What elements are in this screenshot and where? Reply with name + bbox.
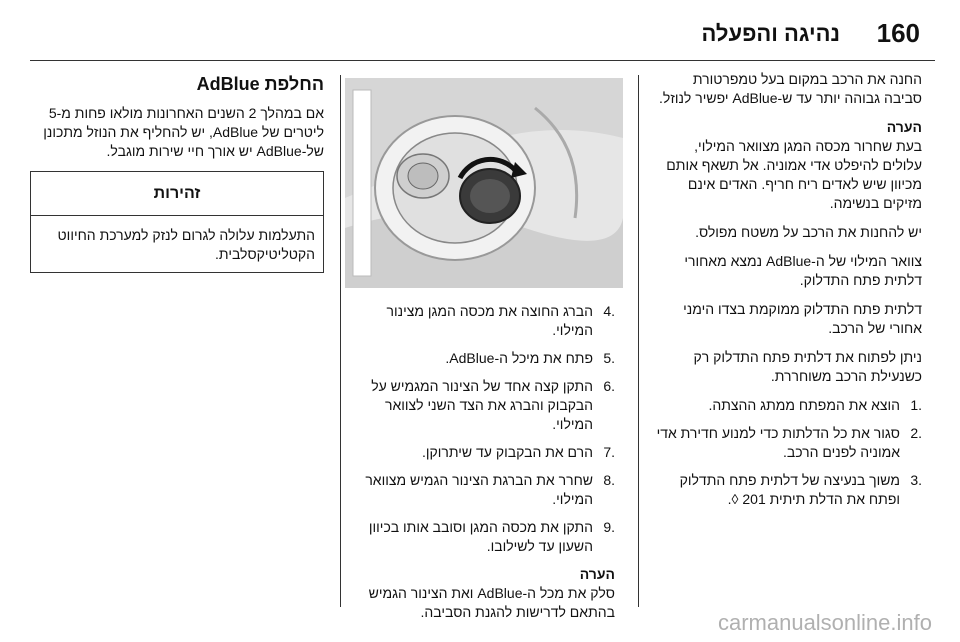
step-text: הרם את הבקבוק עד שיתרוקן. — [421, 444, 593, 460]
step-text: התקן את מכסה המגן וסובב אותו בכיוון השעון עד לשילובו. — [368, 519, 593, 554]
paragraph-filler-location: צוואר המילוי של ה-AdBlue נמצא מאחורי דלתית פתח התדלוק. — [684, 253, 922, 288]
step-number: .2 — [910, 425, 922, 441]
page-number: 160 — [876, 18, 920, 48]
step-number: .8 — [603, 472, 615, 488]
fuel-flap-illustration — [345, 78, 623, 288]
step-number: .4 — [603, 303, 615, 319]
step-item — [345, 471, 615, 509]
column-divider-right — [638, 75, 639, 607]
step-text: פתח את מיכל ה-AdBlue. — [445, 350, 593, 366]
warning-text: התעלמות עלולה לגרום לנזק למערכת החיווט הקטליטיקסלבית. — [57, 227, 315, 262]
note-text: סלק את מכל ה-AdBlue ואת הצינור הגמיש בהתאם לדרישות להגנת הסביבה. — [368, 585, 615, 620]
paragraph-level-surface: יש להחנות את הרכב על משטח מפולס. — [695, 224, 922, 240]
step-text: הברג החוצה את מכסה המגן מצינור המילוי. — [386, 303, 593, 338]
step-item — [345, 443, 615, 462]
step-text: הוצא את המפתח ממתג ההצתה. — [708, 397, 900, 413]
left-column — [32, 75, 324, 273]
warning-title: זהירות — [31, 172, 323, 216]
step-number: .7 — [603, 444, 615, 460]
step-item — [345, 302, 615, 340]
paragraph-flap-location: דלתית פתח התדלוק ממוקמת בצדו הימני אחורי של הרכב. — [683, 301, 922, 336]
step-text: סגור את כל הדלתות כדי למנוע חדירת אדי אמוניה לפנים הרכב. — [656, 425, 900, 460]
step-item — [652, 424, 922, 462]
page-header — [0, 12, 960, 52]
right-column — [652, 70, 922, 518]
middle-column — [345, 302, 615, 632]
step-number: .6 — [603, 378, 615, 394]
note-title: הערה — [579, 566, 615, 582]
intro-paragraph: החנה את הרכב במקום בעל טמפרטורת סביבה גבוהה יותר עד ש-AdBlue יפשיר לנוזל. — [659, 71, 922, 106]
note-text: בעת שחרור מכסה המגן מצוואר המילוי, עלולים להיפלט אדי אמוניה. אל תשאף אותם מכיוון שיש לאדים ריח חריף. האדים אינם מזיקים בנשימה. — [666, 138, 922, 211]
step-number: .5 — [603, 350, 615, 366]
watermark: carmanualsonline.info — [717, 610, 932, 635]
step-item — [345, 349, 615, 368]
step-item — [652, 471, 922, 509]
step-number: .9 — [603, 519, 615, 535]
step-number: .3 — [910, 472, 922, 488]
section-text: אם במהלך 2 השנים האחרונות מולאו פחות מ-5 ליטרים של AdBlue, יש להחליף את הנוזל מתכונן של-AdBlue יש אורך חיי שירות מוגבל. — [43, 105, 324, 159]
note-title: הערה — [886, 119, 922, 135]
section-title: החלפת AdBlue — [196, 74, 324, 94]
adblue-filler-photo — [345, 78, 623, 288]
step-text: התקן קצה אחד של הצינור המגמיש על הבקבוק והברג את הצד השני לצוואר המילוי. — [371, 378, 593, 432]
step-text: שחרר את הברגת הצינור הגמיש מצוואר המילוי. — [365, 472, 593, 507]
header-rule — [30, 60, 935, 61]
warning-box — [30, 171, 324, 273]
step-item — [345, 377, 615, 434]
paragraph-flap-unlock: ניתן לפתוח את דלתית פתח התדלוק רק כשנעילת הרכב משוחררת. — [693, 349, 922, 384]
step-text: משוך בנעיצה של דלתית פתח התדלוק ופתח את הדלת תיתית 201 ◊. — [679, 472, 900, 507]
step-item — [652, 396, 922, 415]
column-divider-left — [340, 75, 341, 607]
step-item — [345, 518, 615, 556]
step-number: .1 — [910, 397, 922, 413]
chapter-title: נהיגה והפעלה — [701, 21, 840, 46]
